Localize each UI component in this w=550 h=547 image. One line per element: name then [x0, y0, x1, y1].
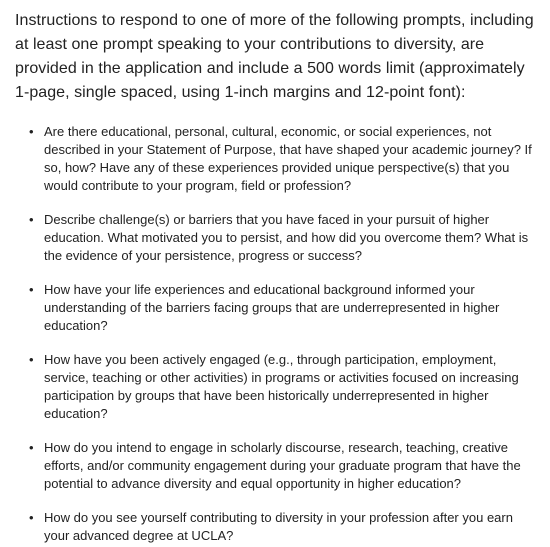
bullet-icon: •: [29, 510, 34, 525]
list-item: [15, 281, 538, 335]
bullet-icon: •: [29, 212, 34, 227]
list-item: [15, 439, 538, 493]
bullet-icon: •: [29, 352, 34, 367]
bullet-icon: •: [29, 124, 34, 139]
list-item: [15, 123, 538, 195]
prompt-text: How do you intend to engage in scholarly discourse, research, teaching, creative efforts, and/or community engagement during your graduate program that have the potential to advance diversity and equal opportunity in higher education?: [44, 440, 521, 491]
list-item: [15, 351, 538, 423]
bullet-icon: •: [29, 440, 34, 455]
instructions-paragraph: Instructions to respond to one of more of the following prompts, including at least one prompt speaking to your contributions to diversity, are provided in the application and include a 500 words limit (approximately 1-page, single spaced, using 1-inch margins and 12-point font):: [15, 12, 534, 101]
prompt-list: [15, 123, 538, 545]
list-item: [15, 211, 538, 265]
prompt-text: Are there educational, personal, cultural, economic, or social experiences, not described in your Statement of Purpose, that have shaped your academic journey? If so, how? Have any of these experiences provided unique perspective(s) that you would contribute to your program, field or profession?: [44, 124, 532, 193]
prompt-text: How have your life experiences and educational background informed your understanding of the barriers facing groups that are underrepresented in higher education?: [44, 282, 500, 333]
bullet-icon: •: [29, 282, 34, 297]
prompt-text: How do you see yourself contributing to diversity in your profession after you earn your advanced degree at UCLA?: [44, 510, 513, 543]
prompt-text: How have you been actively engaged (e.g., through participation, employment, service, teaching or other activities) in programs or activities focused on increasing participation by groups that have been historically underrepresented in higher education?: [44, 352, 519, 421]
prompt-text: Describe challenge(s) or barriers that you have faced in your pursuit of higher education. What motivated you to persist, and how did you overcome them? What is the evidence of your persistence, progress or success?: [44, 212, 529, 263]
list-item: [15, 509, 538, 545]
